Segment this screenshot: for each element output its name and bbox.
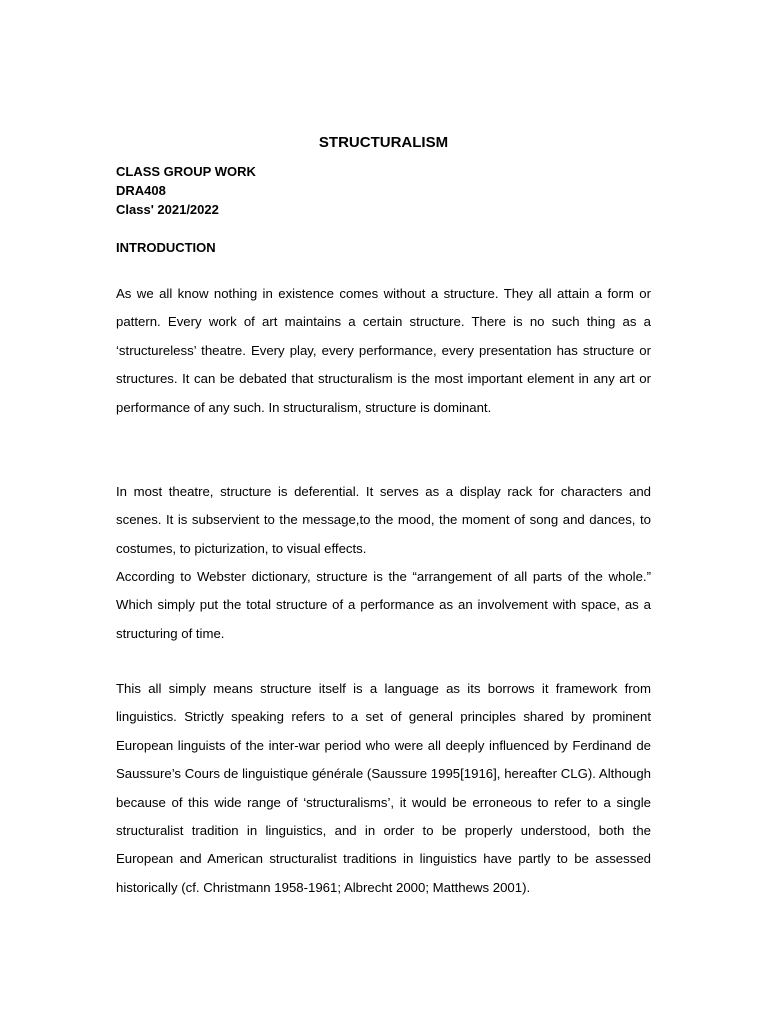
paragraph-3: According to Webster dictionary, structure is the “arrangement of all parts of the whole.” Which simply put the total structure of a performance as an involvement with space, as a structuring of time. <box>116 569 651 641</box>
paragraph-1: As we all know nothing in existence comes without a structure. They all attain a form or pattern. Every work of art maintains a certain structure. There is no such thing as a ‘structureless’ theatre. Every play, every performance, every presentation has structure or structures. It can be debated that structuralism is the most important element in any art or performance of any such. In structuralism, structure is dominant. <box>116 286 651 415</box>
meta-group-work: CLASS GROUP WORK <box>116 164 256 179</box>
paragraph-2: In most theatre, structure is deferential. It serves as a display rack for characters and scenes. It is subservient to the message,to the mood, the moment of song and dances, to costumes, to picturization, to visual effects. <box>116 484 651 556</box>
meta-class-year: Class' 2021/2022 <box>116 202 219 217</box>
document-title: STRUCTURALISM <box>318 134 449 151</box>
document-meta <box>116 162 256 219</box>
meta-course-code: DRA408 <box>116 183 166 198</box>
section-heading: INTRODUCTION <box>116 240 216 255</box>
paragraph-4: This all simply means structure itself is a language as its borrows it framework from linguistics. Strictly speaking refers to a set of general principles shared by prominent European linguists of the inter-war period who were all deeply influenced by Ferdinand de Saussure’s Cours de linguistique générale (Saussure 1995[1916], hereafter CLG). Although because of this wide range of ‘structuralisms’, it would be erroneous to refer to a single structuralist tradition in linguistics, and in order to be properly understood, both the European and American structuralist traditions in linguistics have partly to be assessed historically (cf. Christmann 1958-1961; Albrecht 2000; Matthews 2001). <box>116 681 651 895</box>
